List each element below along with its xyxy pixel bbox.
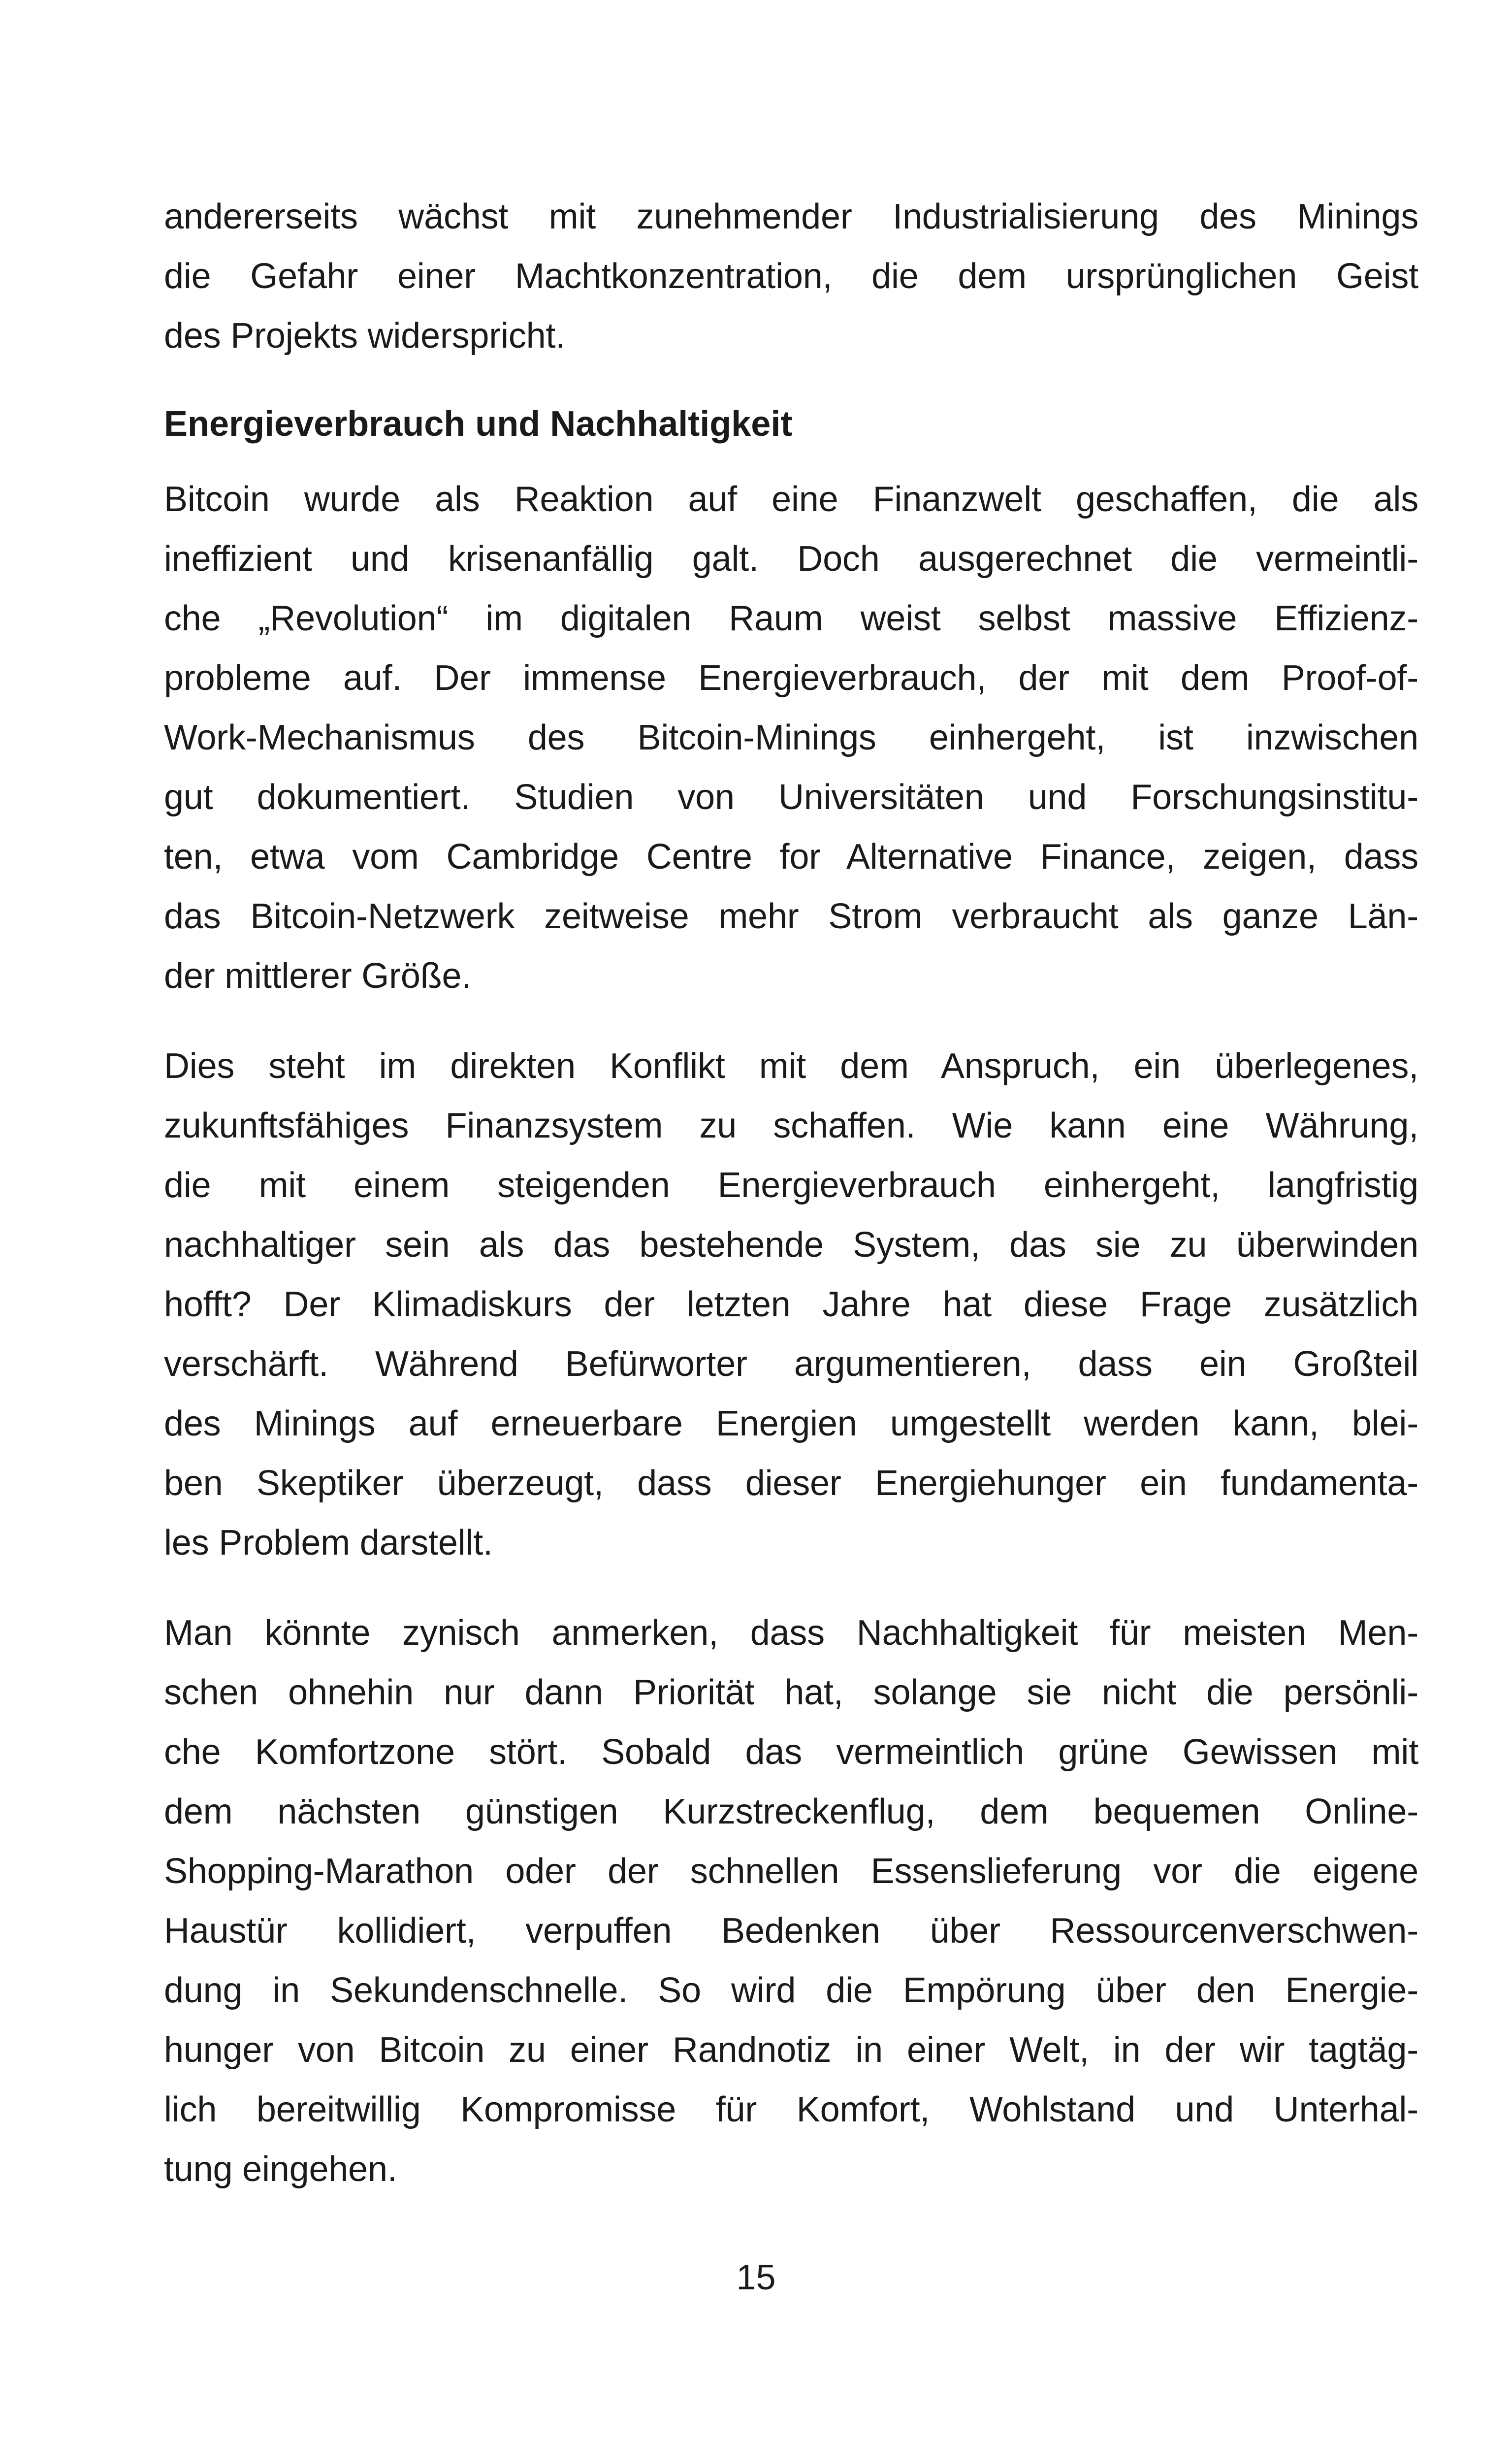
text-line: che Komfortzone stört. Sobald das vermeintlich grüne Gewissen mit — [164, 1732, 1418, 1772]
text-line: verschärft. Während Befürworter argumentieren, dass ein Großteil — [164, 1344, 1418, 1384]
text-line: lich bereitwillig Kompromisse für Komfort, Wohlstand und Unterhal- — [164, 2090, 1418, 2129]
text-line: schen ohnehin nur dann Priorität hat, solange sie nicht die persönli- — [164, 1673, 1418, 1712]
page-number: 15 — [736, 2258, 776, 2297]
text-line: probleme auf. Der immense Energieverbrauch, der mit dem Proof-of- — [164, 658, 1418, 698]
section-heading: Energieverbrauch und Nachhaltigkeit — [164, 404, 793, 444]
paragraph-4 — [164, 1603, 1418, 2199]
text-line: gut dokumentiert. Studien von Universitäten und Forschungsinstitu- — [164, 778, 1418, 817]
paragraph-2 — [164, 470, 1418, 1006]
text-line: hofft? Der Klimadiskurs der letzten Jahre hat diese Frage zusätzlich — [164, 1285, 1418, 1324]
text-line: zukunftsfähiges Finanzsystem zu schaffen. Wie kann eine Währung, — [164, 1106, 1418, 1145]
text-line: Bitcoin wurde als Reaktion auf eine Finanzwelt geschaffen, die als — [164, 480, 1418, 519]
text-line: dung in Sekundenschnelle. So wird die Empörung über den Energie- — [164, 1971, 1418, 2010]
text-line: les Problem darstellt. — [164, 1523, 493, 1563]
text-line: Work-Mechanismus des Bitcoin-Minings einhergeht, ist inzwischen — [164, 718, 1418, 757]
text-line: der mittlerer Größe. — [164, 956, 472, 996]
text-line: nachhaltiger sein als das bestehende System, das sie zu überwinden — [164, 1225, 1418, 1265]
text-line: ineffizient und krisenanfällig galt. Doch ausgerechnet die vermeintli- — [164, 539, 1418, 579]
text-line: hunger von Bitcoin zu einer Randnotiz in einer Welt, in der wir tagtäg- — [164, 2030, 1418, 2070]
text-line: die Gefahr einer Machtkonzentration, die dem ursprünglichen Geist — [164, 257, 1418, 296]
text-line: des Projekts widerspricht. — [164, 316, 566, 356]
text-line: andererseits wächst mit zunehmender Industrialisierung des Minings — [164, 197, 1418, 236]
page-body — [164, 187, 1418, 2199]
text-line: Haustür kollidiert, verpuffen Bedenken über Ressourcenverschwen- — [164, 1911, 1418, 1951]
text-line: Man könnte zynisch anmerken, dass Nachhaltigkeit für meisten Men- — [164, 1613, 1418, 1653]
text-line: die mit einem steigenden Energieverbrauch einhergeht, langfristig — [164, 1166, 1418, 1205]
text-line: che „Revolution“ im digitalen Raum weist selbst massive Effizienz- — [164, 599, 1418, 638]
text-line: tung eingehen. — [164, 2150, 397, 2189]
text-line: Shopping-Marathon oder der schnellen Essenslieferung vor die eigene — [164, 1852, 1418, 1891]
paragraph-1 — [164, 187, 1418, 366]
text-line: ten, etwa vom Cambridge Centre for Alternative Finance, zeigen, dass — [164, 837, 1418, 877]
text-line: dem nächsten günstigen Kurzstreckenflug, dem bequemen Online- — [164, 1792, 1418, 1831]
paragraph-3 — [164, 1037, 1418, 1573]
text-line: des Minings auf erneuerbare Energien umgestellt werden kann, blei- — [164, 1404, 1418, 1443]
text-line: das Bitcoin-Netzwerk zeitweise mehr Strom verbraucht als ganze Län- — [164, 897, 1418, 936]
text-line: Dies steht im direkten Konflikt mit dem Anspruch, ein überlegenes, — [164, 1046, 1418, 1086]
text-line: ben Skeptiker überzeugt, dass dieser Energiehunger ein fundamenta- — [164, 1464, 1418, 1503]
